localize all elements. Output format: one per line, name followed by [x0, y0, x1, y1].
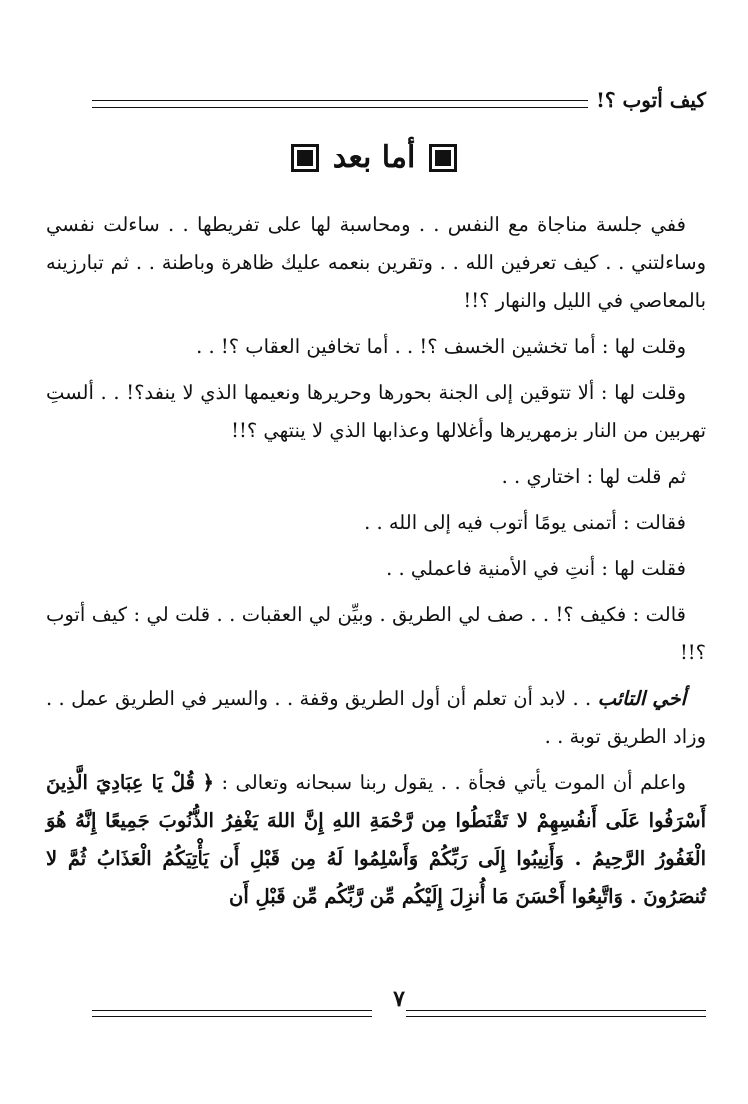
square-bullet-icon	[291, 144, 319, 172]
body-text	[46, 206, 706, 924]
paragraph: ففي جلسة مناجاة مع النفس . . ومحاسبة لها على تفريطها . . ساءلت نفسي وساءلتني . . كيف تعرفين الله . . وتقرين بنعمه عليك ظاهرة وباطنة . . ثم تبارزينه بالمعاصي في الليل والنهار ؟!!	[46, 213, 706, 312]
square-bullet-icon	[429, 144, 457, 172]
brother-paragraph	[46, 680, 706, 756]
paragraph: وقلت لها : ألا تتوقين إلى الجنة بحورها وحريرها ونعيمها الذي لا ينفد؟! . . ألستِ تهربين من النار بزمهريرها وأغلالها وعذابها الذي لا ينتهي ؟!!	[46, 381, 706, 442]
paragraph: وقلت لها : أما تخشين الخسف ؟! . . أما تخافين العقاب ؟! . .	[196, 335, 686, 358]
paragraph: فقالت : أتمنى يومًا أتوب فيه إلى الله . .	[364, 511, 686, 534]
section-title: أما بعد	[332, 140, 416, 175]
section-heading	[0, 136, 748, 186]
paragraph: فقلت لها : أنتِ في الأمنية فاعملي . .	[386, 557, 686, 580]
page-footer	[92, 986, 706, 1026]
quran-verse: قُلْ يَا عِبَادِيَ الَّذِينَ أَسْرَفُوا عَلَى أَنفُسِهِمْ لا تَقْنَطُوا مِن رَّحْمَةِ اللهِ إِنَّ اللهَ يَغْفِرُ الذُّنُوبَ جَمِيعًا إِنَّهُ هُوَ الْغَفُورُ الرَّحِيمُ . وَأَنِيبُوا إِلَى رَبِّكُمْ وَأَسْلِمُوا لَهُ مِن قَبْلِ أَن يَأْتِيَكُمُ الْعَذَابُ ثُمَّ لا تُنصَرُونَ . وَاتَّبِعُوا أَحْسَنَ مَا أُنزِلَ إِلَيْكُم مِّن رَّبِّكُم مِّن قَبْلِ أَن	[46, 771, 706, 908]
quran-paragraph	[46, 764, 706, 916]
brother-text: . . لابد أن تعلم أن أول الطريق وقفة . . والسير في الطريق عمل . . وزاد الطريق توبة . .	[46, 687, 706, 748]
paragraph: قالت : فكيف ؟! . . صف لي الطريق . وبيِّن لي العقبات . . قلت لي : كيف أتوب ؟!!	[46, 603, 706, 664]
paragraph: ثم قلت لها : اختاري . .	[501, 465, 686, 488]
brother-lead: أخي التائب	[597, 687, 686, 710]
footer-rule-right	[406, 1010, 706, 1017]
running-title: كيف أتوب ؟!	[596, 88, 706, 112]
page-number: ٧	[393, 986, 405, 1012]
quran-intro: واعلم أن الموت يأتي فجأة . . يقول ربنا سبحانه وتعالى :	[213, 771, 686, 794]
verse-open-bracket: ﴿	[202, 771, 214, 794]
running-header	[92, 88, 706, 122]
header-rule	[92, 100, 588, 108]
